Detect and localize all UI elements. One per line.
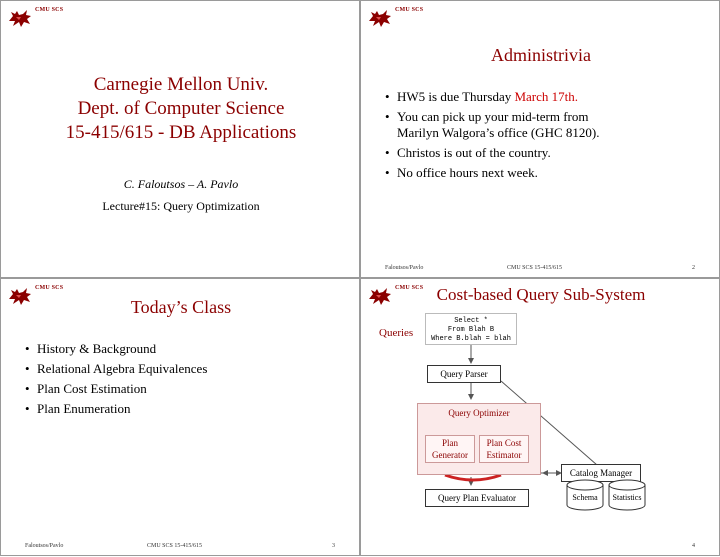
university-name: Carnegie Mellon Univ. — [93, 74, 269, 95]
header-label: CMU SCS — [35, 7, 64, 13]
sql-line-1: Select * — [454, 317, 488, 325]
bullet-list — [25, 341, 345, 421]
bullet-history: • History & Background — [25, 341, 345, 357]
bullet-relational-algebra: • Relational Algebra Equivalences — [25, 361, 345, 377]
plan-cost-line-2: Estimator — [486, 450, 522, 460]
sql-query-box — [425, 313, 517, 345]
query-plan-evaluator-box: Query Plan Evaluator — [425, 489, 529, 507]
hw5-date: March 17th. — [514, 89, 579, 104]
bullet-list — [385, 89, 705, 185]
bullet-hw5 — [385, 89, 705, 105]
header-label: CMU SCS — [395, 285, 424, 291]
bullet-christos: • Christos is out of the country. — [385, 145, 705, 161]
sql-line-3: Where B.blah = blah — [431, 335, 511, 343]
query-optimizer-label: Query Optimizer — [448, 408, 510, 418]
footer-authors: Faloutsos/Pavlo — [25, 543, 64, 549]
hw5-text: HW5 is due Thursday — [397, 89, 515, 104]
plan-generator-line-1: Plan — [441, 438, 458, 448]
plan-generator-line-2: Generator — [432, 450, 468, 460]
slide-3 — [0, 278, 360, 556]
page-number: 3 — [332, 543, 335, 549]
scottie-dog-logo-icon — [367, 7, 393, 29]
schema-label: Schema — [572, 493, 598, 502]
query-parser-box: Query Parser — [427, 365, 501, 383]
catalog-manager-box: Catalog Manager — [561, 464, 641, 482]
slide-title: Today’s Class — [130, 297, 232, 317]
plan-generator-box — [425, 435, 475, 463]
footer-authors: Faloutsos/Pavlo — [385, 265, 424, 271]
page-number: 2 — [692, 265, 695, 271]
bullet-office-hours: • No office hours next week. — [385, 165, 705, 181]
header-label: CMU SCS — [35, 285, 64, 291]
midterm-line1: You can pick up your mid-term from — [397, 109, 589, 124]
queries-label: Queries — [379, 327, 414, 339]
slide-title: Administrivia — [491, 45, 591, 65]
bullet-plan-cost: • Plan Cost Estimation — [25, 381, 345, 397]
slide-4 — [360, 278, 720, 556]
footer-course: CMU SCS 15-415/615 — [507, 265, 563, 271]
lecture-title: Lecture#15: Query Optimization — [102, 199, 260, 213]
slide-1 — [0, 0, 360, 278]
slide-2 — [360, 0, 720, 278]
footer-course: CMU SCS 15-415/615 — [147, 543, 203, 549]
scottie-dog-logo-icon — [7, 7, 33, 29]
authors: C. Faloutsos – A. Pavlo — [123, 177, 239, 191]
title-block — [1, 73, 360, 145]
plan-cost-line-1: Plan Cost — [486, 438, 522, 448]
sql-line-2: From Blah B — [447, 326, 495, 334]
header-label: CMU SCS — [395, 7, 424, 13]
plan-cost-estimator-box — [479, 435, 529, 463]
course-name: 15-415/615 - DB Applications — [65, 122, 297, 143]
page-number: 4 — [692, 543, 695, 549]
bullet-midterm — [385, 109, 705, 141]
statistics-label: Statistics — [612, 493, 642, 502]
midterm-line2: Marilyn Walgora’s office (GHC 8120). — [397, 125, 600, 140]
slide-title: Cost-based Query Sub-System — [436, 285, 646, 304]
department-name: Dept. of Computer Science — [77, 98, 285, 119]
bullet-plan-enumeration: • Plan Enumeration — [25, 401, 345, 417]
